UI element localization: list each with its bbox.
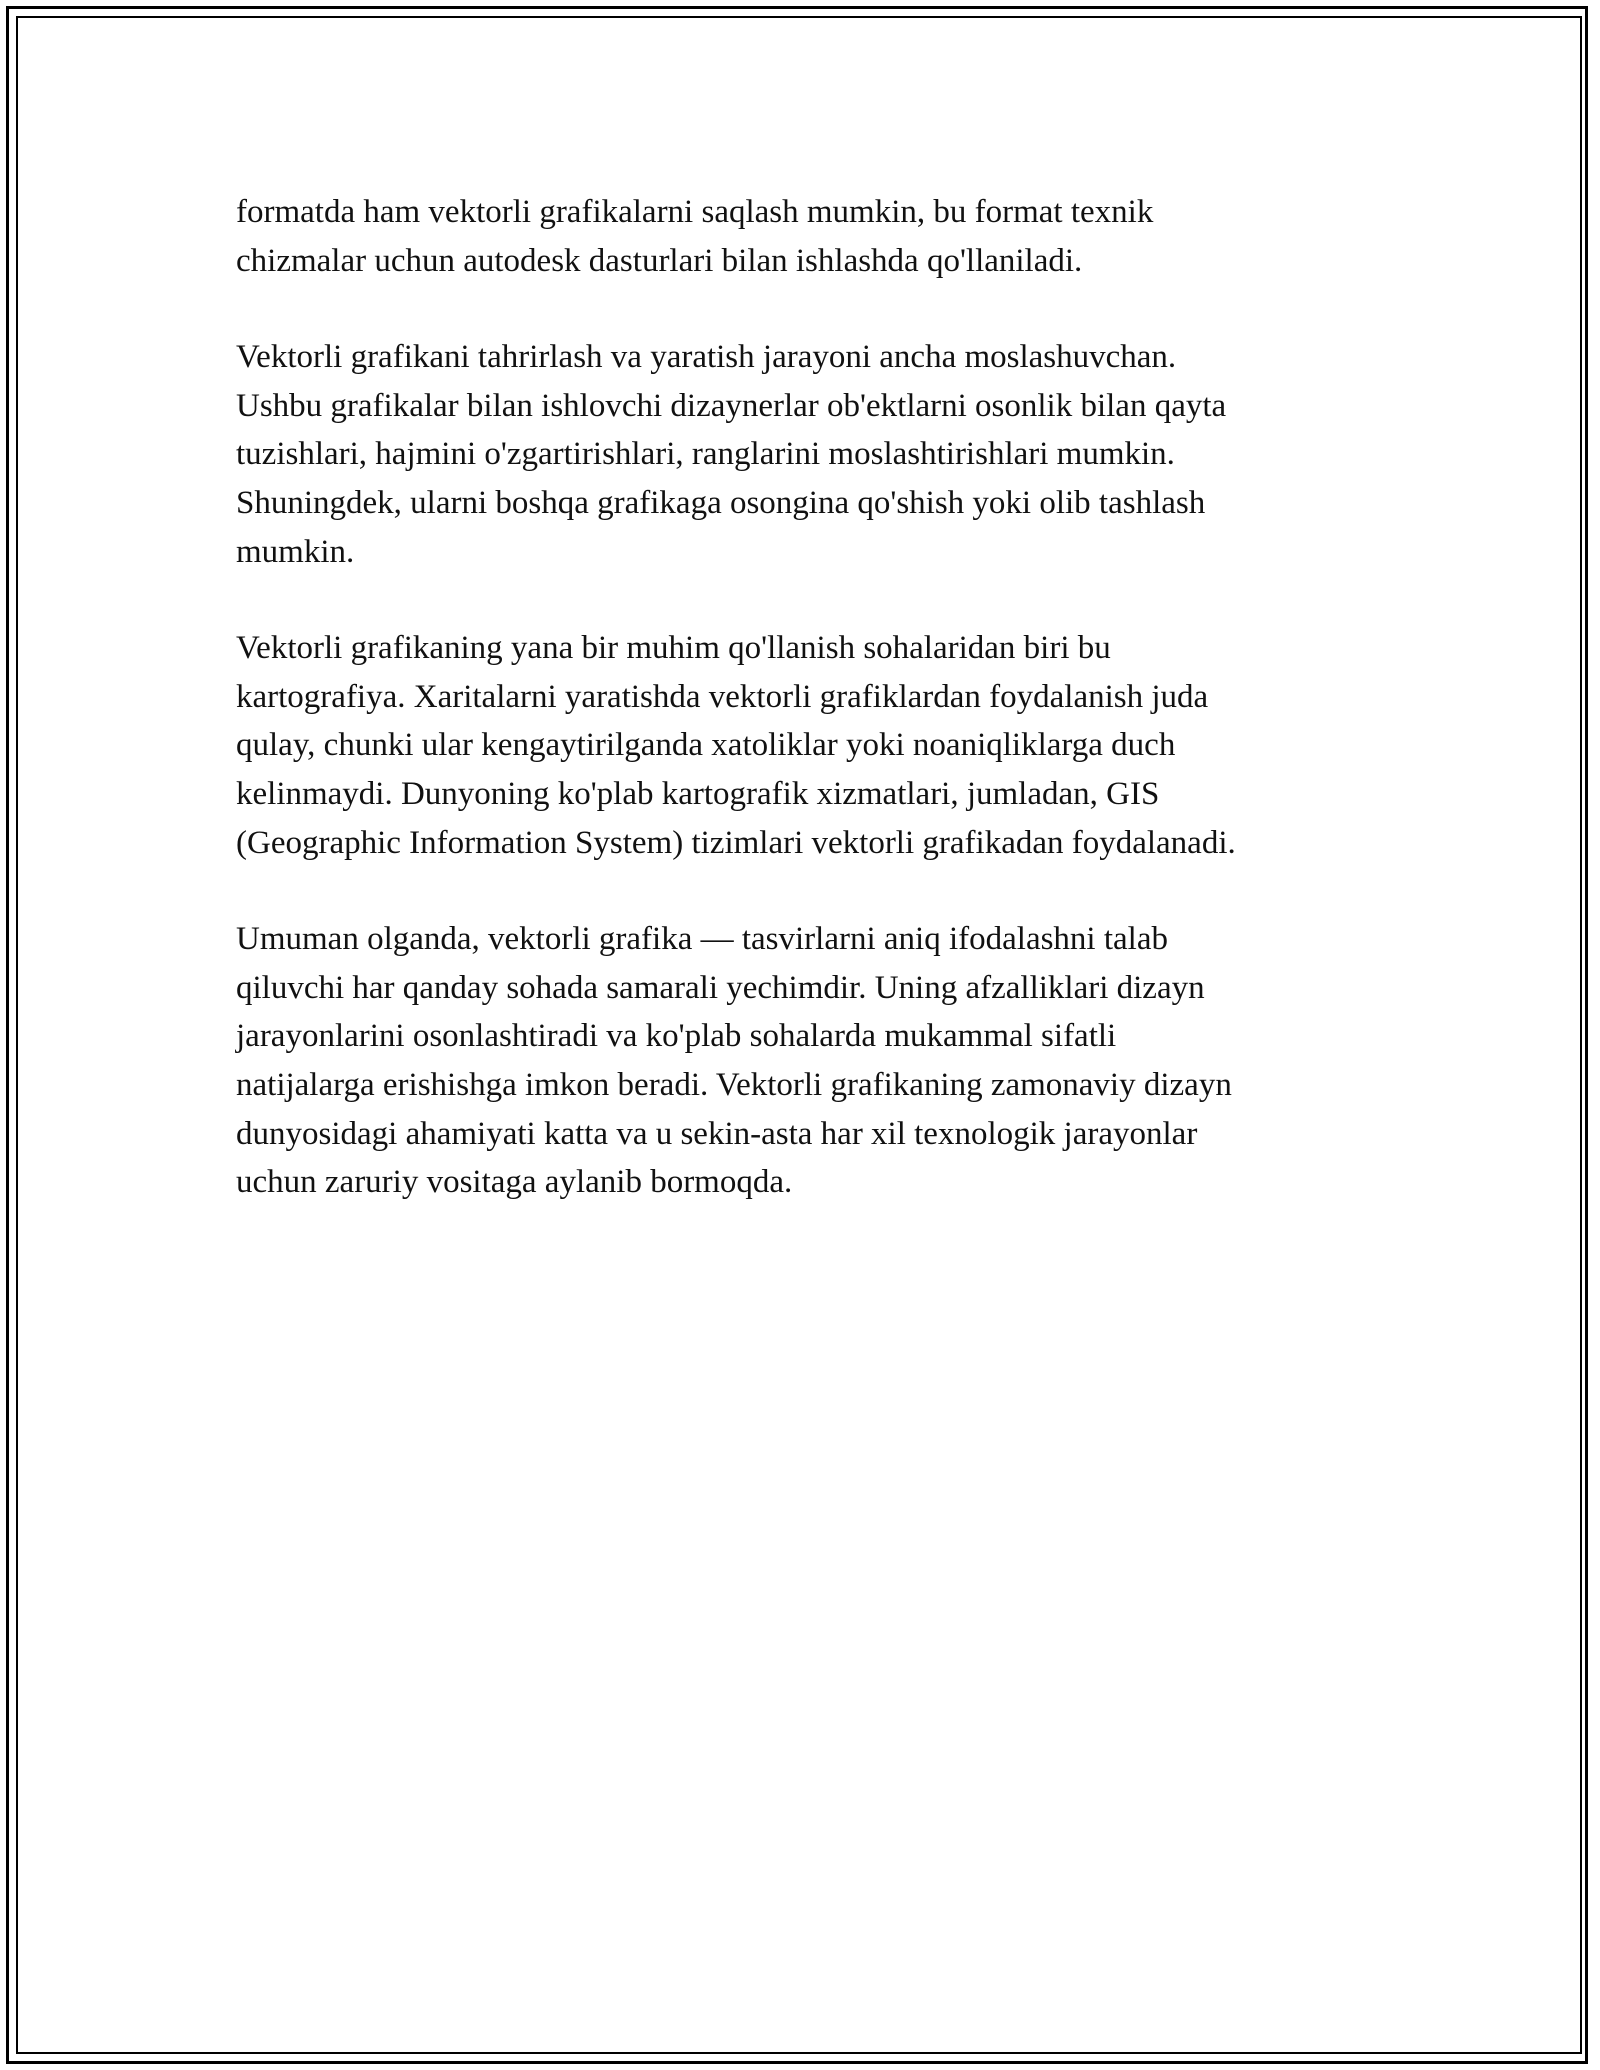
paragraph-3: Vektorli grafikaning yana bir muhim qo'llanish sohalaridan biri bu kartografiya. Xaritalarni yaratishda vektorli grafiklardan foydalanish juda qulay, chunki ular kengaytirilganda xatoliklar yoki noaniqliklarga duch kelinmaydi. Dunyoning ko'plab kartografik xizmatlari, jumladan, GIS (Geographic Information System) tizimlari vektorli grafikadan foydalanadi. (236, 630, 1236, 861)
paragraph-4: Umuman olganda, vektorli grafika — tasvirlarni aniq ifodalashni talab qiluvchi har qanday sohada samarali yechimdir. Uning afzalliklari dizayn jarayonlarini osonlashtiradi va ko'plab sohalarda mukammal sifatli natijalarga erishishga imkon beradi. Vektorli grafikaning zamonaviy dizayn dunyosidagi ahamiyati katta va u sekin-asta har xil texnologik jarayonlar uchun zaruriy vositaga aylanib bormoqda. (236, 921, 1232, 1201)
document-body (236, 188, 1371, 1255)
paragraph-1: formatda ham vektorli grafikalarni saqlash mumkin, bu format texnik chizmalar uchun autodesk dasturlari bilan ishlashda qo'llaniladi. (236, 194, 1154, 279)
paragraph-2: Vektorli grafikani tahrirlash va yaratish jarayoni ancha moslashuvchan. Ushbu grafikalar bilan ishlovchi dizaynerlar ob'ektlarni osonlik bilan qayta tuzishlari, hajmini o'zgartirishlari, ranglarini moslashtirishlari mumkin. Shuningdek, ularni boshqa grafikaga osongina qo'shish yoki olib tashlash mumkin. (236, 339, 1227, 570)
